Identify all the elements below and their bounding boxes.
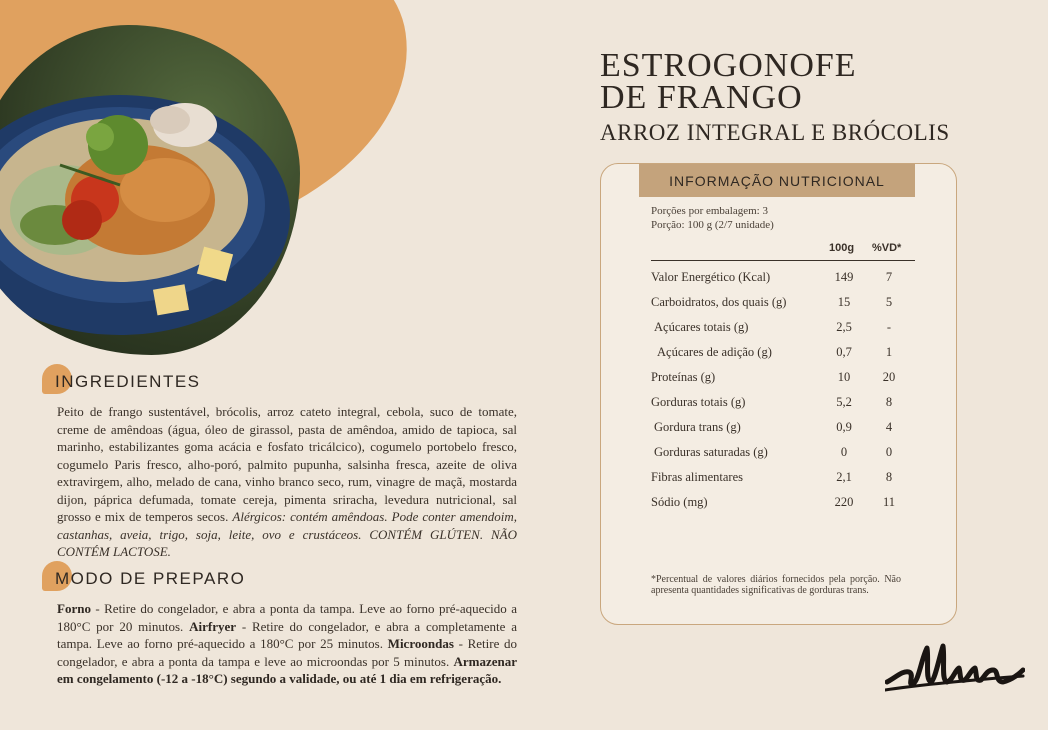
row-name: Valor Energético (Kcal)	[651, 270, 771, 284]
row-name: Gordura trans (g)	[654, 420, 741, 434]
title-block	[600, 47, 950, 146]
product-title-line2: DE FRANGO	[600, 79, 803, 116]
row-value: 220	[834, 495, 854, 509]
row-name: Sódio (mg)	[651, 495, 708, 509]
product-title	[600, 47, 950, 116]
row-vd: 5	[885, 295, 893, 309]
row-vd: 8	[885, 470, 893, 484]
row-value: 149	[834, 270, 854, 284]
nutrition-row	[651, 289, 915, 314]
preparation-heading	[55, 569, 245, 589]
col-vd-label: %VD*	[872, 242, 902, 254]
oven-instructions: - Retire do congelador, e abra a ponta da tampa. Leve ao forno pré-aquecido a 180°C por 20 minutos.	[57, 601, 517, 634]
oven-label: Forno	[57, 601, 91, 616]
dish-photo	[0, 25, 300, 355]
ingredients-heading	[55, 372, 201, 392]
nutrition-footnote: *Percentual de valores diários fornecidos pela porção. Não apresenta quantidades significativas de gorduras trans.	[651, 574, 901, 596]
row-vd: -	[886, 320, 892, 334]
nutrition-row	[651, 389, 915, 414]
row-name: Açúcares totais (g)	[654, 320, 749, 334]
nutrition-row	[651, 264, 915, 289]
row-vd: 7	[885, 270, 893, 284]
row-name: Gorduras saturadas (g)	[654, 445, 768, 459]
row-vd: 8	[885, 395, 893, 409]
row-value: 10	[837, 370, 851, 384]
col-amount-label: 100g	[829, 242, 855, 254]
nutrition-row	[651, 414, 915, 439]
allergens-text: Alérgicos: contém amêndoas. Pode conter amendoim, castanhas, aveia, trigo, soja, leite, ovo e crustáceos. CONTÉM GLÚTEN. NÃO CONTÉM LACTOSE.	[57, 509, 518, 559]
row-name: Fibras alimentares	[651, 470, 743, 484]
portion-info	[651, 204, 774, 232]
nutrition-row	[651, 314, 915, 339]
airfryer-instructions: - Retire do congelador, e abra a completamente a tampa. Leve ao forno pré-aquecido a 180°C por 25 minutos.	[57, 618, 517, 651]
row-value: 0	[840, 445, 848, 459]
ingredients-text	[57, 403, 517, 561]
product-title-line1: ESTROGONOFE	[600, 47, 857, 84]
nutrition-row	[651, 489, 915, 514]
row-name: Proteínas (g)	[651, 370, 716, 384]
nutrition-row	[651, 464, 915, 489]
storage-instructions: Armazenar em congelamento (-12 a -18°C) segundo a validade, ou até 1 dia em refrigeração.	[57, 653, 518, 686]
preparation-heading-text: MODO DE PREPARO	[55, 569, 246, 588]
row-name: Açúcares de adição (g)	[657, 345, 772, 359]
row-value: 0,9	[836, 420, 852, 434]
row-value: 0,7	[836, 345, 852, 359]
nutrition-header: INFORMAÇÃO NUTRICIONAL	[639, 164, 915, 197]
preparation-text	[57, 600, 517, 688]
nutrition-row	[651, 339, 915, 364]
row-value: 15	[837, 295, 851, 309]
row-vd: 20	[882, 370, 896, 384]
row-vd: 11	[882, 495, 896, 509]
row-name: Carboidratos, dos quais (g)	[651, 295, 787, 309]
microwave-instructions: - Retire do congelador, e abra a ponta da tampa e leve ao microondas por 5 minutos.	[57, 636, 518, 669]
row-name: Gorduras totais (g)	[651, 395, 746, 409]
nutrition-row	[651, 364, 915, 389]
row-vd: 1	[885, 345, 893, 359]
nutrition-row	[651, 439, 915, 464]
row-value: 2,1	[836, 470, 852, 484]
row-vd: 0	[885, 445, 893, 459]
nutrition-table-header	[651, 240, 915, 261]
nutrition-rows	[651, 264, 915, 514]
ingredients-list: Peito de frango sustentável, brócolis, arroz cateto integral, cebola, suco de tomate, creme de amêndoas (água, óleo de girassol, pasta de amêndoa, amido de tapioca, sal marinho, estabilizantes goma acácia e fosfato tricálcico), cogumelo portobelo fresco, cogumelo Paris fresco, alho-poró, palmito pupunha, salsinha fresca, azeite de oliva extravirgem, alho, melado de cana, vinho branco seco, rum, vinagre de maçã, mostarda dijon, páprica defumada, tomate cereja, pimenta sriracha, levedura nutricional, sal grosso e mix de temperos secos.	[57, 404, 517, 524]
airfryer-label: Airfryer	[189, 618, 237, 634]
row-vd: 4	[885, 420, 893, 434]
row-value: 5,2	[836, 395, 852, 409]
ingredients-heading-text: INGREDIENTES	[55, 372, 201, 391]
microwave-label: Microondas	[387, 636, 454, 651]
portion-size: Porção: 100 g (2/7 unidade)	[651, 219, 774, 231]
nutrition-card	[600, 163, 957, 625]
row-value: 2,5	[836, 320, 852, 334]
portions-per-package: Porções por embalagem: 3	[651, 205, 768, 217]
product-subtitle: ARROZ INTEGRAL E BRÓCOLIS	[600, 120, 950, 145]
allma-logo	[885, 640, 1025, 700]
